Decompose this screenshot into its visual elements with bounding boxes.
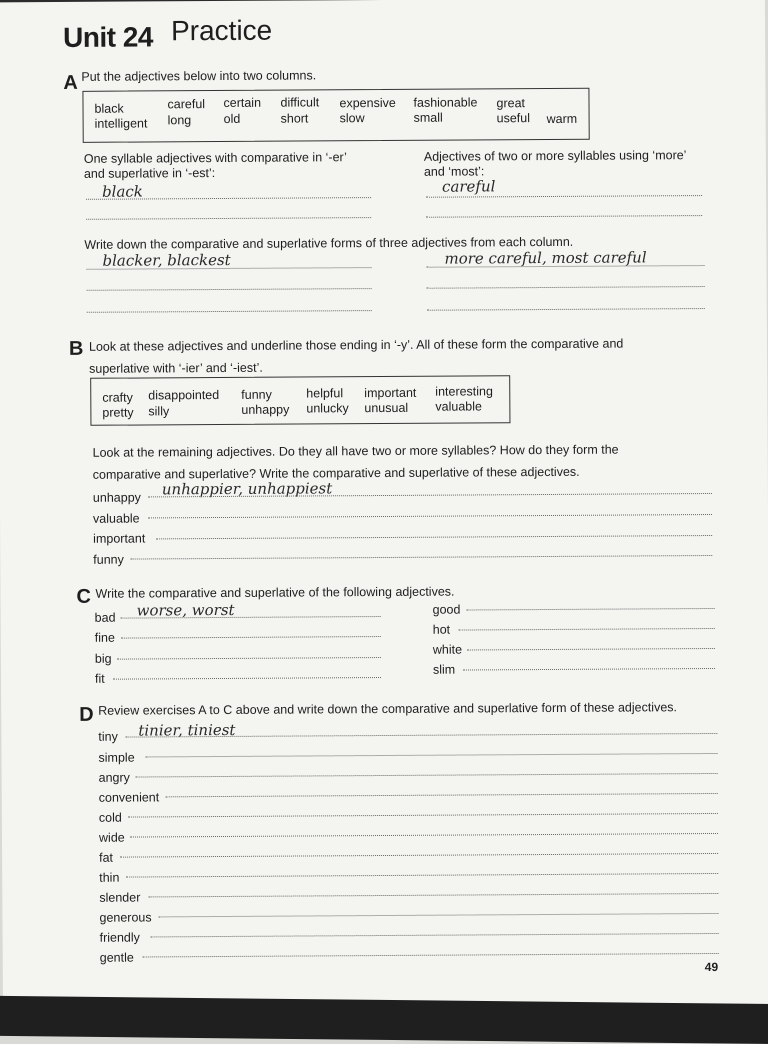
- instruction-line: comparative and superlative? Write the comparative and superlative of these adjectives.: [92, 464, 580, 482]
- handwritten-answer: black: [101, 182, 143, 201]
- column1-heading-line: and superlative in ‘-est’:: [83, 166, 216, 181]
- item-label: unhappy: [92, 490, 141, 505]
- answer-line[interactable]: [87, 310, 372, 313]
- item-label: white: [432, 642, 463, 657]
- answer-line[interactable]: [126, 873, 718, 878]
- answer-line[interactable]: [166, 793, 718, 797]
- column2-heading: [424, 148, 687, 180]
- handwritten-answer: blacker, blackest: [102, 250, 231, 270]
- answer-line[interactable]: [121, 636, 381, 639]
- answer-line[interactable]: [130, 555, 712, 560]
- handwritten-answer: more careful, most careful: [444, 248, 647, 268]
- item-label: simple: [98, 750, 135, 765]
- answer-line[interactable]: [148, 893, 718, 897]
- answer-line[interactable]: [467, 608, 715, 611]
- item-label: important: [93, 531, 146, 546]
- answer-line[interactable]: [130, 833, 718, 838]
- instruction-line: Look at the remaining adjectives. Do they all have two or more syllables? How do they form the: [92, 442, 619, 460]
- word: funny: [241, 387, 272, 402]
- item-label: valuable: [92, 511, 140, 526]
- answer-line[interactable]: [151, 933, 719, 937]
- item-label: fine: [94, 630, 115, 645]
- word: helpful: [306, 386, 344, 401]
- section-d-letter: D: [79, 703, 94, 726]
- word: silly: [148, 404, 170, 419]
- word: intelligent: [94, 116, 148, 131]
- word: unlucky: [306, 401, 349, 416]
- answer-line[interactable]: [113, 677, 381, 680]
- item-label: thin: [99, 870, 120, 885]
- section-c-instruction: Write the comparative and superlative of the following adjectives.: [95, 584, 455, 601]
- item-label: generous: [99, 910, 152, 925]
- word: disappointed: [148, 388, 220, 403]
- page-title: Practice: [170, 14, 273, 47]
- answer-line[interactable]: [86, 217, 371, 220]
- word: crafty: [102, 390, 133, 405]
- section-b-instruction: [89, 333, 624, 380]
- handwritten-answer: worse, worst: [136, 600, 235, 620]
- section-c-letter: C: [76, 585, 92, 608]
- word: warm: [546, 111, 578, 126]
- word: difficult: [280, 95, 320, 110]
- item-label: wide: [98, 830, 125, 845]
- handwritten-answer: unhappier, unhappiest: [161, 479, 333, 499]
- answer-line[interactable]: [136, 773, 718, 778]
- answer-line[interactable]: [87, 288, 372, 291]
- item-label: big: [94, 651, 112, 666]
- column1-heading: [84, 150, 347, 182]
- word: great: [496, 96, 526, 111]
- item-label: gentle: [99, 950, 134, 965]
- word: slow: [339, 111, 365, 126]
- item-label: fat: [99, 850, 114, 865]
- section-a-instruction-2: Write down the comparative and superlative forms of three adjectives from each column.: [84, 234, 574, 252]
- section-b-instruction-2: [93, 439, 619, 486]
- item-label: good: [432, 602, 461, 617]
- section-a-instruction: Put the adjectives below into two columns.: [81, 68, 317, 84]
- word: interesting: [435, 384, 493, 399]
- column2-heading-line: and ‘most’:: [423, 164, 485, 179]
- item-label: slim: [432, 662, 456, 677]
- item-label: fit: [94, 671, 105, 686]
- item-label: cold: [98, 810, 122, 825]
- answer-line[interactable]: [427, 308, 705, 311]
- word: unhappy: [241, 402, 290, 417]
- section-a-letter: A: [63, 71, 78, 94]
- answer-line[interactable]: [463, 668, 715, 671]
- word: long: [167, 113, 192, 128]
- word: fashionable: [413, 95, 478, 110]
- word: small: [413, 110, 443, 125]
- answer-line[interactable]: [120, 853, 718, 858]
- word: important: [364, 385, 417, 401]
- item-label: angry: [98, 770, 130, 785]
- word: old: [223, 111, 241, 126]
- unit-label: Unit 24: [63, 21, 154, 53]
- item-label: funny: [93, 552, 124, 567]
- answer-line[interactable]: [117, 657, 381, 660]
- handwritten-answer: careful: [441, 177, 496, 196]
- word: black: [94, 101, 124, 116]
- item-label: hot: [432, 622, 451, 637]
- answer-line[interactable]: [156, 535, 712, 539]
- answer-line[interactable]: [467, 648, 715, 651]
- item-label: convenient: [98, 790, 160, 805]
- column2-heading-line: Adjectives of two or more syllables using ‘more’: [423, 148, 687, 164]
- answer-line[interactable]: [121, 616, 381, 619]
- answer-line[interactable]: [148, 514, 712, 518]
- answer-line[interactable]: [143, 953, 719, 958]
- word: unusual: [364, 400, 409, 416]
- column1-heading-line: One syllable adjectives with comparative in ‘-er’: [83, 150, 347, 166]
- section-b-letter: B: [68, 337, 84, 360]
- answer-line[interactable]: [128, 813, 718, 818]
- answer-line[interactable]: [145, 753, 717, 757]
- answer-line[interactable]: [427, 286, 705, 289]
- answer-line[interactable]: [158, 913, 718, 917]
- section-d-instruction: Review exercises A to C above and write down the comparative and superlative form of these adjectives.: [98, 700, 678, 718]
- item-label: tiny: [98, 729, 118, 744]
- item-label: slender: [99, 890, 141, 905]
- word: useful: [496, 111, 530, 126]
- word: pretty: [102, 405, 134, 420]
- page-number: 49: [704, 959, 719, 975]
- answer-line[interactable]: [426, 215, 702, 218]
- answer-line[interactable]: [459, 628, 715, 631]
- instruction-line: Look at these adjectives and underline those ending in ‘-y’. All of these form the comparative and: [88, 336, 624, 354]
- item-label: bad: [94, 610, 116, 625]
- word: valuable: [435, 399, 482, 414]
- instruction-line: superlative with ‘-ier’ and ‘-iest’.: [89, 360, 263, 376]
- handwritten-answer: tinier, tiniest: [138, 720, 236, 740]
- item-label: friendly: [99, 930, 140, 945]
- word: careful: [167, 97, 206, 112]
- word: expensive: [339, 95, 396, 111]
- word: short: [280, 111, 309, 126]
- word: certain: [223, 95, 262, 110]
- bottom-shadow: [0, 996, 768, 1044]
